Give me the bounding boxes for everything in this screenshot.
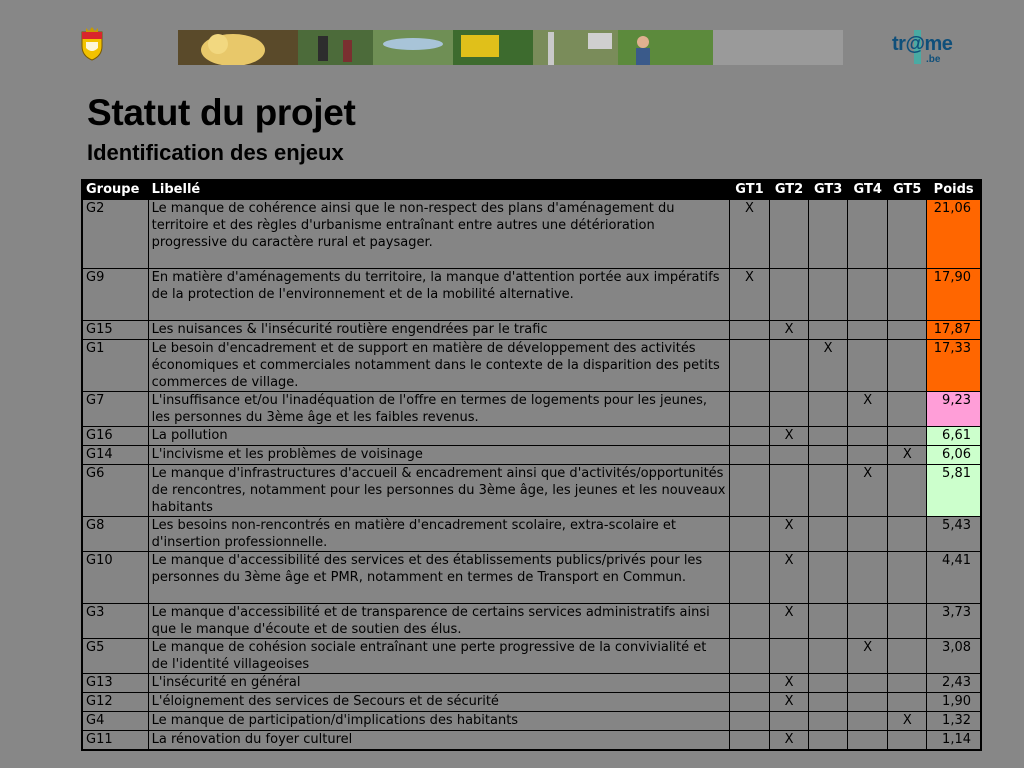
gt1-cell xyxy=(729,517,769,552)
gt2-cell xyxy=(770,340,809,392)
gt3-cell xyxy=(809,465,848,517)
gt1-cell xyxy=(729,552,769,604)
gt5-cell xyxy=(888,674,927,693)
gt4-cell: X xyxy=(848,639,888,674)
gt5-cell xyxy=(888,200,927,269)
group-cell: G4 xyxy=(82,712,148,731)
weight-cell: 5,43 xyxy=(927,517,981,552)
table-row xyxy=(82,693,981,712)
gt2-cell: X xyxy=(770,731,809,751)
header-gt1: GT1 xyxy=(729,180,769,200)
weight-cell: 6,06 xyxy=(927,446,981,465)
gt5-cell xyxy=(888,269,927,321)
table-row xyxy=(82,269,981,321)
label-cell: Le manque d'infrastructures d'accueil & encadrement ainsi que d'activités/opportunités de rencontres, notamment pour les personnes du 3ème âge, les jeunes et les nouveaux habitants xyxy=(148,465,729,517)
label-cell: Le manque d'accessibilité et de transparence de certains services administratifs ainsi que le manque d'écoute et de soutien des élus. xyxy=(148,604,729,639)
gt4-cell: X xyxy=(848,392,888,427)
table-row xyxy=(82,712,981,731)
header-gt3: GT3 xyxy=(809,180,848,200)
table-row xyxy=(82,200,981,269)
group-cell: G15 xyxy=(82,321,148,340)
gt2-cell xyxy=(770,639,809,674)
gt3-cell xyxy=(809,446,848,465)
header-gt2: GT2 xyxy=(770,180,809,200)
label-cell: L'insécurité en général xyxy=(148,674,729,693)
table-row xyxy=(82,321,981,340)
group-cell: G16 xyxy=(82,427,148,446)
gt4-cell xyxy=(848,693,888,712)
gt2-cell xyxy=(770,465,809,517)
gt5-cell: X xyxy=(888,712,927,731)
gt1-cell xyxy=(729,639,769,674)
gt5-cell xyxy=(888,552,927,604)
label-cell: L'incivisme et les problèmes de voisinage xyxy=(148,446,729,465)
header-libelle: Libellé xyxy=(148,180,729,200)
issues-table xyxy=(81,179,982,751)
header-gt5: GT5 xyxy=(888,180,927,200)
gt4-cell xyxy=(848,446,888,465)
gt1-cell xyxy=(729,712,769,731)
gt4-cell xyxy=(848,674,888,693)
label-cell: En matière d'aménagements du territoire, la manque d'attention portée aux impératifs de la protection de l'environnement et de la mobilité alternative. xyxy=(148,269,729,321)
gt2-cell: X xyxy=(770,427,809,446)
table-row xyxy=(82,552,981,604)
label-cell: Les besoins non-rencontrés en matière d'encadrement scolaire, extra-scolaire et d'insertion professionnelle. xyxy=(148,517,729,552)
gt3-cell xyxy=(809,392,848,427)
gt3-cell xyxy=(809,427,848,446)
gt3-cell xyxy=(809,552,848,604)
gt5-cell xyxy=(888,392,927,427)
gt3-cell xyxy=(809,200,848,269)
label-cell: La rénovation du foyer culturel xyxy=(148,731,729,751)
photo-banner xyxy=(178,30,843,65)
table-row xyxy=(82,731,981,751)
gt4-cell xyxy=(848,269,888,321)
gt4-cell xyxy=(848,731,888,751)
gt3-cell xyxy=(809,693,848,712)
gt2-cell: X xyxy=(770,517,809,552)
gt4-cell xyxy=(848,517,888,552)
logo-text: tr@me xyxy=(892,33,953,55)
table-header-row xyxy=(82,180,981,200)
gt5-cell xyxy=(888,517,927,552)
gt3-cell: X xyxy=(809,340,848,392)
group-cell: G2 xyxy=(82,200,148,269)
gt1-cell xyxy=(729,693,769,712)
weight-cell: 1,32 xyxy=(927,712,981,731)
gt1-cell xyxy=(729,731,769,751)
weight-cell: 21,06 xyxy=(927,200,981,269)
weight-cell: 1,14 xyxy=(927,731,981,751)
label-cell: Le manque de cohésion sociale entraînant une perte progressive de la convivialité et de l'identité villageoises xyxy=(148,639,729,674)
weight-cell: 17,90 xyxy=(927,269,981,321)
group-cell: G8 xyxy=(82,517,148,552)
gt1-cell xyxy=(729,446,769,465)
gt4-cell: X xyxy=(848,465,888,517)
gt1-cell xyxy=(729,465,769,517)
weight-cell: 3,08 xyxy=(927,639,981,674)
gt4-cell xyxy=(848,552,888,604)
gt2-cell xyxy=(770,712,809,731)
weight-cell: 4,41 xyxy=(927,552,981,604)
gt5-cell xyxy=(888,639,927,674)
gt1-cell: X xyxy=(729,269,769,321)
gt3-cell xyxy=(809,604,848,639)
gt3-cell xyxy=(809,674,848,693)
label-cell: Le manque de participation/d'implications des habitants xyxy=(148,712,729,731)
label-cell: Le besoin d'encadrement et de support en matière de développement des activités économiques et commerciales notamment dans le contexte de la disparition des petits commerces de village. xyxy=(148,340,729,392)
group-cell: G12 xyxy=(82,693,148,712)
gt1-cell xyxy=(729,340,769,392)
gt1-cell xyxy=(729,427,769,446)
logo-subtext: .be xyxy=(926,54,941,65)
label-cell: Le manque de cohérence ainsi que le non-respect des plans d'aménagement du territoire et des règles d'urbanisme entraînant entre autres une détérioration progressive du caractère rural et paysager. xyxy=(148,200,729,269)
label-cell: Le manque d'accessibilité des services et des établissements publics/privés pour les personnes du 3ème âge et PMR, notamment en termes de Transport en Commun. xyxy=(148,552,729,604)
weight-cell: 1,90 xyxy=(927,693,981,712)
group-cell: G9 xyxy=(82,269,148,321)
table-row xyxy=(82,427,981,446)
table-row xyxy=(82,674,981,693)
gt2-cell: X xyxy=(770,321,809,340)
gt4-cell xyxy=(848,712,888,731)
table-row xyxy=(82,517,981,552)
gt4-cell xyxy=(848,200,888,269)
header-groupe: Groupe xyxy=(82,180,148,200)
group-cell: G13 xyxy=(82,674,148,693)
header-poids: Poids xyxy=(927,180,981,200)
gt1-cell xyxy=(729,392,769,427)
gt2-cell: X xyxy=(770,604,809,639)
group-cell: G7 xyxy=(82,392,148,427)
gt5-cell xyxy=(888,321,927,340)
gt1-cell: X xyxy=(729,200,769,269)
weight-cell: 17,33 xyxy=(927,340,981,392)
group-cell: G3 xyxy=(82,604,148,639)
gt2-cell xyxy=(770,392,809,427)
gt5-cell xyxy=(888,604,927,639)
table-row xyxy=(82,340,981,392)
gt2-cell: X xyxy=(770,674,809,693)
weight-cell: 9,23 xyxy=(927,392,981,427)
gt2-cell xyxy=(770,200,809,269)
group-cell: G10 xyxy=(82,552,148,604)
gt5-cell xyxy=(888,693,927,712)
gt4-cell xyxy=(848,604,888,639)
label-cell: Les nuisances & l'insécurité routière engendrées par le trafic xyxy=(148,321,729,340)
gt3-cell xyxy=(809,712,848,731)
page-subtitle: Identification des enjeux xyxy=(87,140,344,165)
gt2-cell xyxy=(770,446,809,465)
gt2-cell xyxy=(770,269,809,321)
gt5-cell xyxy=(888,465,927,517)
table-row xyxy=(82,392,981,427)
table-row xyxy=(82,604,981,639)
table-row xyxy=(82,465,981,517)
gt3-cell xyxy=(809,321,848,340)
page-title: Statut du projet xyxy=(87,92,356,133)
label-cell: L'éloignement des services de Secours et de sécurité xyxy=(148,693,729,712)
gt5-cell xyxy=(888,340,927,392)
gt3-cell xyxy=(809,731,848,751)
coat-of-arms-icon xyxy=(78,26,106,62)
gt5-cell xyxy=(888,427,927,446)
weight-cell: 17,87 xyxy=(927,321,981,340)
gt2-cell: X xyxy=(770,693,809,712)
weight-cell: 3,73 xyxy=(927,604,981,639)
gt1-cell xyxy=(729,321,769,340)
gt3-cell xyxy=(809,269,848,321)
group-cell: G5 xyxy=(82,639,148,674)
trame-logo xyxy=(892,30,956,70)
gt1-cell xyxy=(729,604,769,639)
weight-cell: 5,81 xyxy=(927,465,981,517)
gt4-cell xyxy=(848,427,888,446)
gt1-cell xyxy=(729,674,769,693)
gt5-cell: X xyxy=(888,446,927,465)
gt3-cell xyxy=(809,639,848,674)
gt5-cell xyxy=(888,731,927,751)
group-cell: G14 xyxy=(82,446,148,465)
table-row xyxy=(82,446,981,465)
group-cell: G11 xyxy=(82,731,148,751)
table-row xyxy=(82,639,981,674)
label-cell: L'insuffisance et/ou l'inadéquation de l'offre en termes de logements pour les jeunes, les personnes du 3ème âge et les faibles revenus. xyxy=(148,392,729,427)
weight-cell: 6,61 xyxy=(927,427,981,446)
gt2-cell: X xyxy=(770,552,809,604)
group-cell: G6 xyxy=(82,465,148,517)
header-gt4: GT4 xyxy=(848,180,888,200)
gt4-cell xyxy=(848,321,888,340)
gt4-cell xyxy=(848,340,888,392)
weight-cell: 2,43 xyxy=(927,674,981,693)
group-cell: G1 xyxy=(82,340,148,392)
gt3-cell xyxy=(809,517,848,552)
label-cell: La pollution xyxy=(148,427,729,446)
